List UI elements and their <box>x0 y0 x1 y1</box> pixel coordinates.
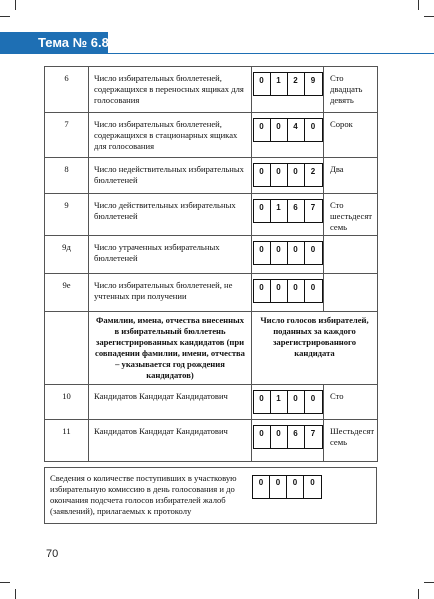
row-label: Число избирательных бюллетеней, содержащихся в стационарных ящиках для голосования <box>89 113 252 158</box>
table-row <box>45 113 378 158</box>
table-row <box>45 158 378 194</box>
row-label: Число избирательных бюллетеней, не учтенных при получении <box>89 274 252 312</box>
digit: 0 <box>288 164 305 186</box>
complaints-block <box>44 467 377 524</box>
digit: 0 <box>287 476 304 498</box>
complaints-digit-cell <box>252 475 322 499</box>
digit-box <box>253 72 323 96</box>
digit: 0 <box>254 119 271 141</box>
digit: 1 <box>271 73 288 95</box>
digit-cell <box>252 194 324 236</box>
crop-mark <box>0 16 10 17</box>
digit: 1 <box>271 200 288 222</box>
digit-box <box>253 390 323 414</box>
candidates-header-left: Фамилии, имена, отчества внесенных в избирательный бюллетень зарегистрированных кандидатов (при совпадении фамилии, имени, отчества – указывается год рождения кандидатов) <box>89 312 252 385</box>
row-number: 9е <box>45 274 89 312</box>
digit-box <box>253 425 323 449</box>
amount-in-words: Сто двадцать девять <box>324 67 378 113</box>
digit: 0 <box>254 391 271 413</box>
row-label: Число недействительных избирательных бюллетеней <box>89 158 252 194</box>
amount-in-words: Сто шестьдесят семь <box>324 194 378 236</box>
digit: 0 <box>253 476 270 498</box>
digit-cell <box>252 420 324 462</box>
digit: 0 <box>271 242 288 264</box>
row-number: 8 <box>45 158 89 194</box>
crop-mark <box>15 0 16 10</box>
complaints-label: Сведения о количестве поступивших в участковую избирательную комиссию в день голосования и до окончания подсчета голосов избирателей жалоб (заявлений), прилагаемых к протоколу <box>50 473 237 516</box>
header-blank-cell <box>45 312 89 385</box>
row-number: 9 <box>45 194 89 236</box>
banner-rule <box>108 53 434 54</box>
digit: 0 <box>271 426 288 448</box>
digit: 0 <box>254 242 271 264</box>
digit: 0 <box>288 280 305 302</box>
digit: 6 <box>288 426 305 448</box>
digit: 1 <box>271 391 288 413</box>
amount-in-words <box>324 236 378 274</box>
candidates-header-row <box>45 312 378 385</box>
row-label: Число утраченных избирательных бюллетеней <box>89 236 252 274</box>
crop-mark <box>15 589 16 599</box>
amount-in-words: Сорок <box>324 113 378 158</box>
table-row <box>45 236 378 274</box>
row-number: 6 <box>45 67 89 113</box>
amount-in-words <box>324 274 378 312</box>
topic-banner: Тема № 6.8 <box>0 32 108 54</box>
row-number: 11 <box>45 420 89 462</box>
crop-mark <box>424 16 434 17</box>
amount-in-words: Сто <box>324 385 378 420</box>
digit: 0 <box>271 164 288 186</box>
digit: 0 <box>288 242 305 264</box>
crop-mark <box>0 582 10 583</box>
digit: 0 <box>310 283 316 292</box>
digit: 0 <box>288 391 305 413</box>
digit: 0 <box>310 394 316 403</box>
crop-mark <box>418 0 419 10</box>
digit: 7 <box>310 429 316 438</box>
table-row <box>45 385 378 420</box>
table-row <box>45 194 378 236</box>
digit: 0 <box>271 119 288 141</box>
digit-box <box>253 163 323 187</box>
row-number: 10 <box>45 385 89 420</box>
candidate-name: Кандидатов Кандидат Кандидатович <box>89 420 252 462</box>
digit-cell <box>252 67 324 113</box>
digit-box <box>253 279 323 303</box>
digit-box <box>253 241 323 265</box>
digit: 0 <box>254 164 271 186</box>
digit-box <box>253 118 323 142</box>
amount-in-words: Шестьдесят семь <box>324 420 378 462</box>
digit: 0 <box>271 280 288 302</box>
digit-box <box>253 199 323 223</box>
digit: 7 <box>310 203 316 212</box>
row-label: Число избирательных бюллетеней, содержащихся в переносных ящиках для голосования <box>89 67 252 113</box>
digit: 2 <box>288 73 305 95</box>
digit: 0 <box>270 476 287 498</box>
digit: 0 <box>310 478 315 487</box>
digit: 0 <box>254 73 271 95</box>
digit-cell <box>252 158 324 194</box>
digit-cell <box>252 274 324 312</box>
crop-mark <box>424 582 434 583</box>
crop-mark <box>418 589 419 599</box>
digit: 0 <box>254 280 271 302</box>
digit: 0 <box>254 200 271 222</box>
table-row <box>45 67 378 113</box>
row-number: 7 <box>45 113 89 158</box>
table-row <box>45 420 378 462</box>
digit: 2 <box>310 167 316 176</box>
candidate-name: Кандидатов Кандидат Кандидатович <box>89 385 252 420</box>
amount-in-words: Два <box>324 158 378 194</box>
digit-box <box>252 475 322 499</box>
digit-cell <box>252 236 324 274</box>
digit: 0 <box>310 122 316 131</box>
digit: 0 <box>254 426 271 448</box>
digit-cell <box>252 385 324 420</box>
protocol-table <box>44 66 378 462</box>
digit: 0 <box>310 245 316 254</box>
candidates-header-right: Число голосов избирателей, поданных за каждого зарегистрированного кандидата <box>252 312 378 385</box>
table-row <box>45 274 378 312</box>
digit: 6 <box>288 200 305 222</box>
digit-cell <box>252 113 324 158</box>
row-label: Число действительных избирательных бюллетеней <box>89 194 252 236</box>
digit: 4 <box>288 119 305 141</box>
page-number: 70 <box>46 548 59 560</box>
row-number: 9д <box>45 236 89 274</box>
digit: 9 <box>310 76 316 85</box>
